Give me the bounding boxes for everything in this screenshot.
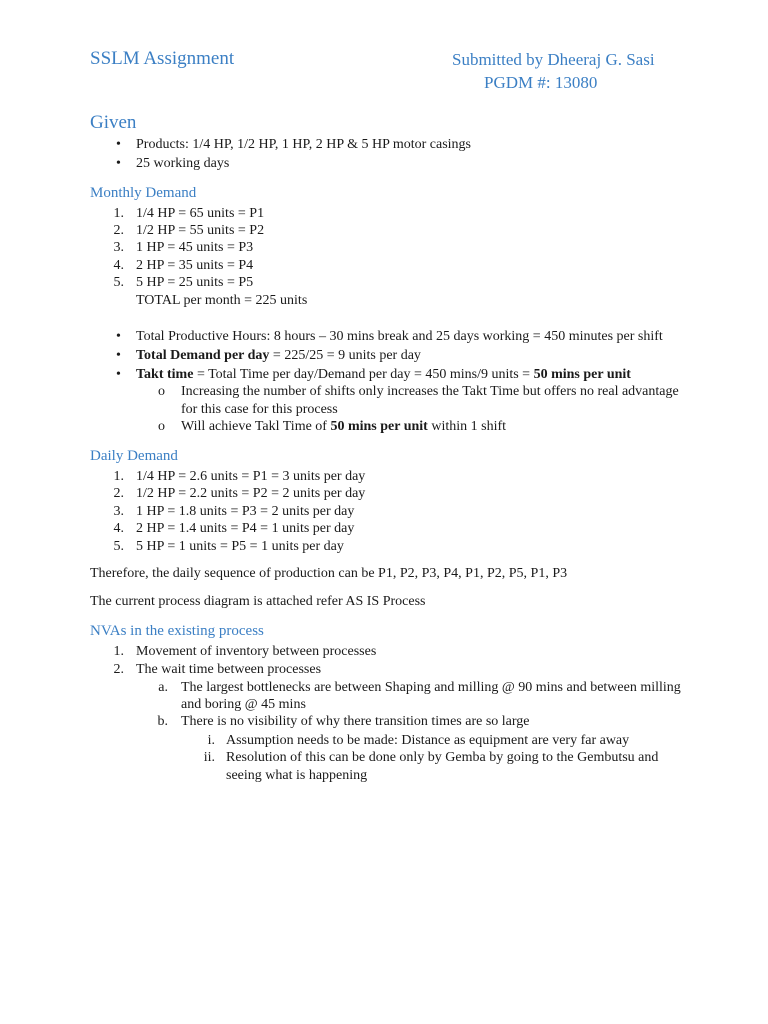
nvas-heading: NVAs in the existing process	[90, 623, 264, 639]
daily-demand-heading: Daily Demand	[90, 448, 178, 464]
diagram-note: The current process diagram is attached refer AS IS Process	[90, 594, 426, 609]
circle-bullet-icon: o	[158, 419, 165, 434]
bullet-icon: •	[116, 137, 121, 152]
bullet-icon: •	[116, 348, 121, 363]
list-item-continuation: and boring @ 45 mins	[181, 697, 306, 712]
author-block	[452, 48, 655, 94]
bullet-icon: •	[116, 329, 121, 344]
bullet-icon: •	[116, 367, 121, 382]
list-item-continuation: for this case for this process	[181, 402, 338, 417]
given-heading: Given	[90, 112, 137, 133]
sequence-paragraph: Therefore, the daily sequence of production can be P1, P2, P3, P4, P1, P2, P5, P1, P3	[90, 566, 568, 581]
pgdm-number: PGDM #: 13080	[484, 73, 598, 92]
monthly-demand-heading: Monthly Demand	[90, 185, 197, 201]
bullet-icon: •	[116, 156, 121, 171]
document-title: SSLM Assignment	[90, 48, 235, 69]
circle-bullet-icon: o	[158, 384, 165, 399]
monthly-total: TOTAL per month = 225 units	[136, 293, 308, 308]
submitted-by: Submitted by Dheeraj G. Sasi	[452, 50, 655, 69]
list-item-continuation: seeing what is happening	[226, 768, 368, 783]
